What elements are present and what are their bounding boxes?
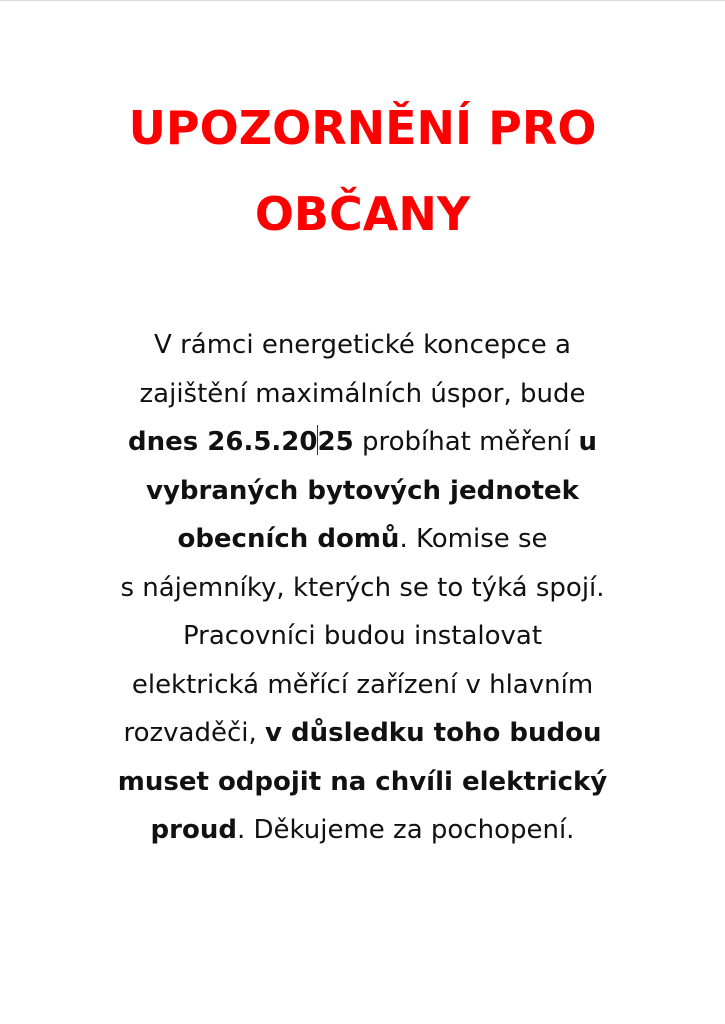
notice-line-5 (60, 515, 665, 564)
notice-line-10 (60, 758, 665, 807)
switchboard-text: rozvaděči, (123, 718, 266, 748)
page-title (40, 85, 685, 257)
bold-u-text: u (578, 427, 597, 457)
consequence-text: v důsledku toho budou (265, 718, 602, 748)
notice-line-8: elektrická měřící zařízení v hlavním (131, 669, 594, 700)
notice-line-7: Pracovníci budou instalovat (182, 621, 543, 651)
notice-line-3 (60, 418, 665, 467)
measurement-text: probíhat měření (353, 427, 579, 457)
notice-line-2: zajištění maximálních úspor, bude (139, 378, 586, 409)
notice-line-4 (60, 467, 665, 516)
title-line-2: OBČANY (254, 187, 471, 241)
notice-line-11 (60, 806, 665, 855)
units-text: vybraných bytových jednotek (146, 475, 579, 506)
houses-text: obecních domů (177, 524, 400, 554)
notice-line-1: V rámci energetické koncepce a (154, 330, 571, 360)
title-line-1: UPOZORNĚNÍ PRO (128, 101, 597, 155)
notice-line-9 (60, 709, 665, 758)
date-text-part-1: dnes 26.5.20 (128, 427, 318, 457)
commission-text: . Komise se (399, 524, 548, 554)
notice-line-6: s nájemníky, kterých se to týká spojí. (120, 572, 605, 603)
thanks-text: . Děkujeme za pochopení. (236, 815, 575, 845)
power-text: proud (150, 815, 237, 845)
notice-paragraph (60, 321, 665, 855)
date-text-part-2: 25 (317, 427, 354, 457)
disconnect-text: muset odpojit na chvíli elektrický (117, 766, 608, 797)
